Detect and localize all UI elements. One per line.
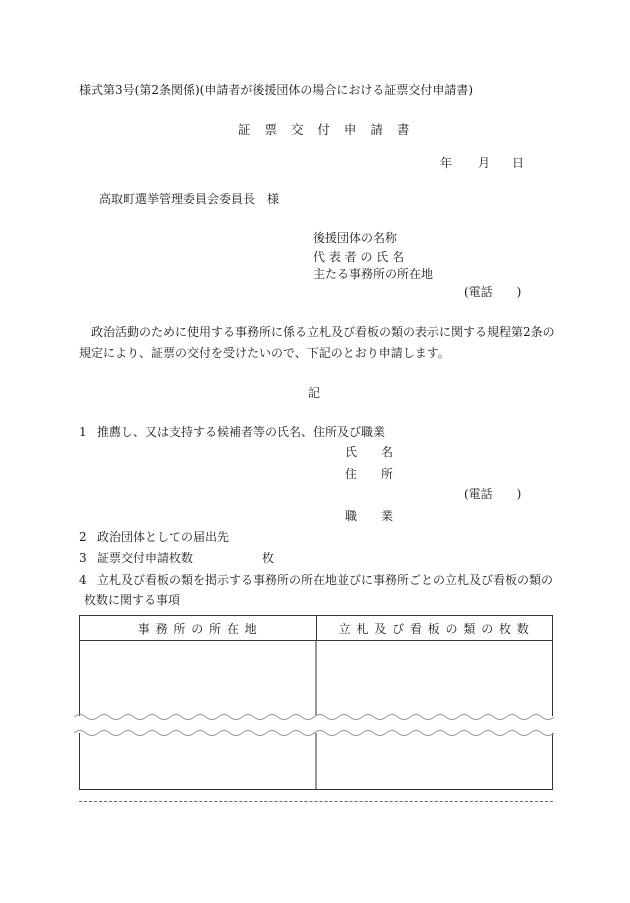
ki-heading: 記 <box>308 386 321 400</box>
date-month: 月 <box>478 156 491 170</box>
document-title: 証 票 交 付 申 請 書 <box>238 122 415 137</box>
item4-text-line2: 枚数に関する事項 <box>84 593 181 607</box>
item2-number: 2 <box>79 530 87 544</box>
item4-text: 立札及び看板の類を掲示する事務所の所在地並びに事務所ごとの立札及び看板の類の <box>97 573 554 587</box>
addressee: 高取町選挙管理委員会委員長 様 <box>99 192 280 206</box>
table-header-count: 立 札 及 び 看 板 の 類 の 枚 数 <box>316 616 553 641</box>
date-day: 日 <box>512 156 525 170</box>
break-wave-top <box>74 711 558 723</box>
item3-number: 3 <box>79 551 87 565</box>
applicant-office-address: 主たる事務所の所在地 <box>313 267 434 281</box>
item2-text: 政治団体としての届出先 <box>97 530 230 544</box>
body-text-line1: 政治活動のために使用する事務所に係る立札及び看板の類の表示に関する規程第2条の <box>91 325 555 339</box>
applicant-phone: (電話 ) <box>464 285 522 299</box>
table-header-address: 事 務 所 の 所 在 地 <box>80 616 317 641</box>
body-text-line2: 規定により、証票の交付を受けたいので、下記のとおり申請します。 <box>79 346 450 360</box>
item1-text: 推薦し、又は支持する候補者等の氏名、住所及び職業 <box>97 425 386 439</box>
applicant-org-name: 後援団体の名称 <box>313 231 398 245</box>
form-header: 様式第3号(第2条関係)(申請者が後援団体の場合における証票交付申請書) <box>79 83 473 97</box>
date-year: 年 <box>440 156 453 170</box>
break-wave-bottom <box>74 727 558 739</box>
applicant-rep-name: 代 表 者 の 氏 名 <box>313 250 405 264</box>
item1-phone: (電話 ) <box>464 487 522 501</box>
office-table <box>79 615 553 641</box>
item3-unit: 枚 <box>262 551 275 565</box>
item3-text: 証票交付申請枚数 <box>97 551 194 565</box>
item1-job-label: 職 業 <box>345 509 394 523</box>
cut-line <box>79 801 553 802</box>
item4-number: 4 <box>79 573 87 587</box>
item1-number: 1 <box>79 425 87 439</box>
item1-address-label: 住 所 <box>345 467 394 481</box>
item1-name-label: 氏 名 <box>345 445 394 459</box>
